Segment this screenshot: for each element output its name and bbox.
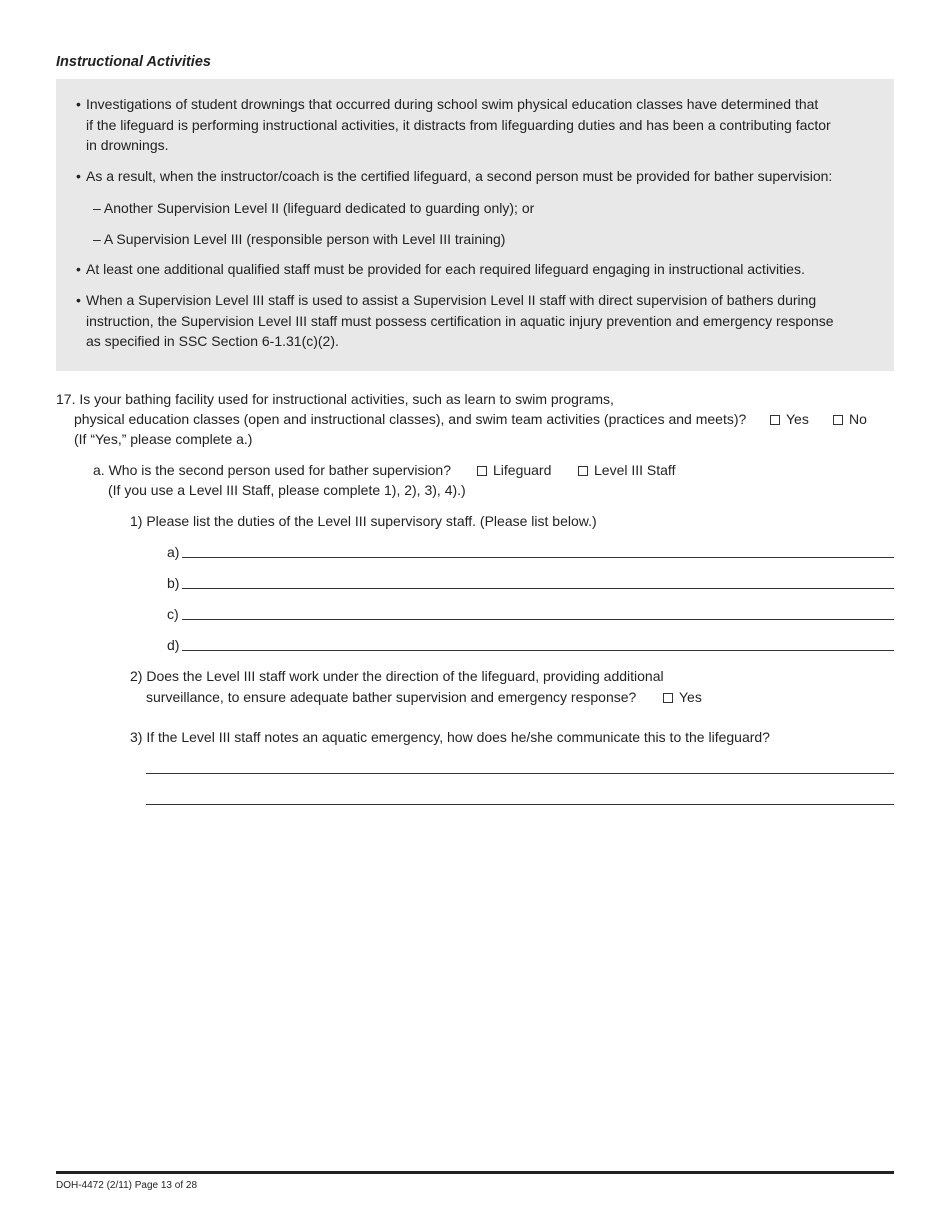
option-label: No <box>849 411 867 427</box>
footer-rule <box>56 1171 894 1174</box>
q2-line: surveillance, to ensure adequate bather supervision and emergency response? <box>146 689 637 705</box>
option-label: Yes <box>679 689 702 705</box>
option-label: Yes <box>786 411 809 427</box>
bullet-line: Investigations of student drownings that occurred during school swim physical education classes have determined that <box>86 96 819 112</box>
q3-answer-line[interactable] <box>146 773 894 774</box>
q17-yes-option[interactable] <box>770 409 809 429</box>
q1-answer-line[interactable] <box>182 557 894 558</box>
bullet-dot: • <box>76 96 81 112</box>
bullet-line: as specified in SSC Section 6-1.31(c)(2). <box>86 333 339 349</box>
checkbox-icon[interactable] <box>477 466 487 476</box>
checkbox-icon[interactable] <box>663 693 673 703</box>
sub-item: – Another Supervision Level II (lifeguard dedicated to guarding only); or <box>93 200 535 216</box>
q1-item-label: a) <box>167 544 180 560</box>
q17-no-option[interactable] <box>833 409 867 429</box>
q1-item-label: d) <box>167 637 180 653</box>
qa-lifeguard-option[interactable] <box>477 460 551 480</box>
bullet-line: At least one additional qualified staff must be provided for each required lifeguard engaging in instructional activities. <box>86 261 805 277</box>
q1-answer-line[interactable] <box>182 588 894 589</box>
qa-line: a. Who is the second person used for bather supervision? <box>93 462 451 478</box>
qa-level3-option[interactable] <box>578 460 675 480</box>
q3-answer-line[interactable] <box>146 804 894 805</box>
checkbox-icon[interactable] <box>770 415 780 425</box>
bullet-line: As a result, when the instructor/coach is the certified lifeguard, a second person must be provided for bather supervision: <box>86 168 833 184</box>
q17-line: physical education classes (open and instructional classes), and swim team activities (practices and meets)? <box>74 411 747 427</box>
bullet-line: in drownings. <box>86 137 169 153</box>
section-title: Instructional Activities <box>56 54 211 70</box>
q2-line: 2) Does the Level III staff work under the direction of the lifeguard, providing additional <box>130 668 664 684</box>
q1-answer-line[interactable] <box>182 619 894 620</box>
q1-text: 1) Please list the duties of the Level III supervisory staff. (Please list below.) <box>130 513 597 529</box>
option-label: Level III Staff <box>594 462 676 478</box>
q1-item-label: b) <box>167 575 180 591</box>
option-label: Lifeguard <box>493 462 552 478</box>
checkbox-icon[interactable] <box>833 415 843 425</box>
footer-text: DOH-4472 (2/11) Page 13 of 28 <box>56 1180 198 1191</box>
checkbox-icon[interactable] <box>578 466 588 476</box>
sub-item: – A Supervision Level III (responsible person with Level III training) <box>93 231 506 247</box>
q17-line: 17. Is your bathing facility used for instructional activities, such as learn to swim programs, <box>56 391 614 407</box>
bullet-line: if the lifeguard is performing instructional activities, it distracts from lifeguarding duties and has been a contributing factor <box>86 116 831 133</box>
bullet-line: instruction, the Supervision Level III staff must possess certification in aquatic injury prevention and emergency response <box>86 312 834 329</box>
q17-line: (If “Yes,” please complete a.) <box>74 431 253 447</box>
bullet-line: When a Supervision Level III staff is used to assist a Supervision Level II staff with direct supervision of bathers during <box>86 292 817 308</box>
bullet-dot: • <box>76 261 81 277</box>
q1-answer-line[interactable] <box>182 650 894 651</box>
q1-item-label: c) <box>167 606 179 622</box>
bullet-dot: • <box>76 168 81 184</box>
bullet-dot: • <box>76 292 81 308</box>
q3-text: 3) If the Level III staff notes an aquatic emergency, how does he/she communicate this to the lifeguard? <box>130 729 770 745</box>
qa-line: (If you use a Level III Staff, please complete 1), 2), 3), 4).) <box>108 482 466 498</box>
q2-yes-option[interactable] <box>663 687 702 707</box>
